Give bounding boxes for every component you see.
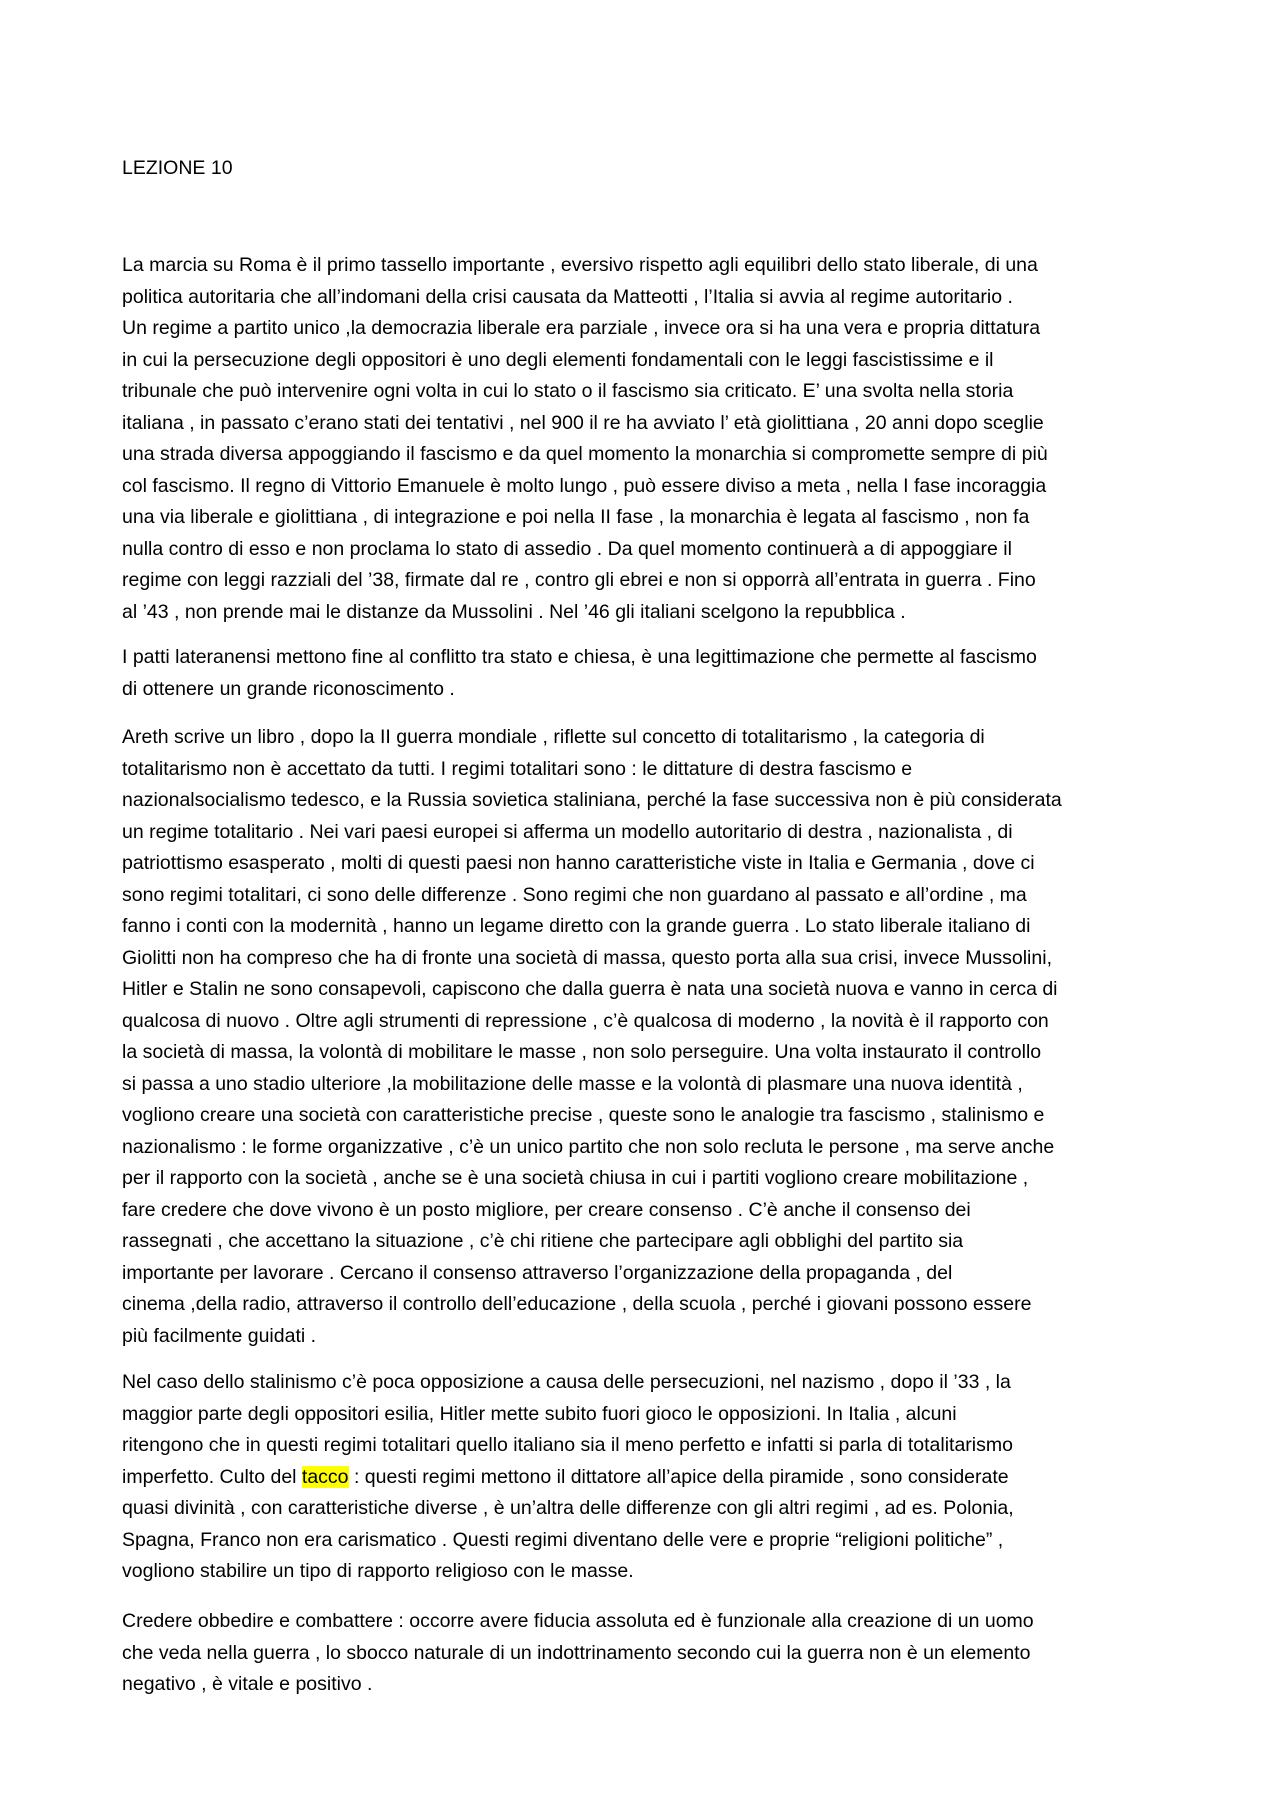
paragraph-5	[122, 1606, 1168, 1701]
text-line: in cui la persecuzione degli oppositori è uno degli elementi fondamentali con le leggi fascistissime e il	[122, 348, 994, 371]
text-run: imperfetto. Culto del	[122, 1465, 302, 1488]
text-line: una via liberale e giolittiana , di integrazione e poi nella II fase , la monarchia è legata al fascismo , non fa	[122, 506, 1030, 528]
text-line: regime con leggi razziali del ’38, firmate dal re , contro gli ebrei e non si opporrà all’entrata in guerra . Fino	[122, 569, 1036, 591]
text-line: fanno i conti con la modernità , hanno un legame diretto con la grande guerra . Lo stato liberale italiano di	[122, 915, 1031, 937]
text-line: politica autoritaria che all’indomani della crisi causata da Matteotti , l’Italia si avvia al regime autoritario .	[122, 285, 1013, 308]
text-line: una strada diversa appoggiando il fascismo e da quel momento la monarchia si compromette sempre di più	[122, 443, 1048, 465]
text-line: di ottenere un grande riconoscimento .	[122, 677, 455, 700]
text-line: vogliono stabilire un tipo di rapporto religioso con le masse.	[122, 1560, 634, 1582]
text-line: più facilmente guidati .	[122, 1324, 317, 1347]
text-line: cinema ,della radio, attraverso il controllo dell’educazione , della scuola , perché i giovani possono essere	[122, 1293, 1032, 1315]
text-line: I patti lateranensi mettono fine al conflitto tra stato e chiesa, è una legittimazione che permette al fascismo	[122, 646, 1037, 668]
text-line: patriottismo esasperato , molti di questi paesi non hanno caratteristiche viste in Italia e Germania , dove ci	[122, 852, 1035, 874]
text-line: per il rapporto con la società , anche se è una società chiusa in cui i partiti vogliono creare mobilitazione ,	[122, 1167, 1029, 1189]
text-line: un regime totalitario . Nei vari paesi europei si afferma un modello autoritario di destra , nazionalista , di	[122, 820, 1013, 843]
text-line: col fascismo. Il regno di Vittorio Emanuele è molto lungo , può essere diviso a meta , nella I fase incoraggia	[122, 474, 1047, 497]
text-line-with-highlight	[122, 1462, 1168, 1494]
paragraph-3	[122, 722, 1168, 1352]
text-line: la società di massa, la volontà di mobilitare le masse , non solo perseguire. Una volta instaurato il controllo	[122, 1041, 1042, 1063]
text-line: italiana , in passato c’erano stati dei tentativi , nel 900 il re ha avviato l’ età giolittiana , 20 anni dopo sceglie	[122, 411, 1044, 434]
paragraph-1	[122, 250, 1168, 628]
text-line: Giolitti non ha compreso che ha di fronte una società di massa, questo porta alla sua crisi, invece Mussolini,	[122, 946, 1052, 969]
text-line: qualcosa di nuovo . Oltre agli strumenti di repressione , c’è qualcosa di moderno , la novità è il rapporto con	[122, 1009, 1049, 1032]
highlighted-word: tacco	[301, 1465, 349, 1488]
text-line: tribunale che può intervenire ogni volta in cui lo stato o il fascismo sia criticato. E’ una svolta nella storia	[122, 380, 1014, 402]
text-line: negativo , è vitale e positivo .	[122, 1673, 373, 1695]
text-line: maggior parte degli oppositori esilia, Hitler mette subito fuori gioco le opposizioni. In Italia , alcuni	[122, 1402, 957, 1425]
text-line: totalitarismo non è accettato da tutti. I regimi totalitari sono : le dittature di destra fascismo e	[122, 757, 913, 780]
text-line: si passa a uno stadio ulteriore ,la mobilitazione delle masse e la volontà di plasmare una nuova identità ,	[122, 1072, 1023, 1095]
text-line: Credere obbedire e combattere : occorre avere fiducia assoluta ed è funzionale alla creazione di un uomo	[122, 1610, 1034, 1632]
text-line: sono regimi totalitari, ci sono delle differenze . Sono regimi che non guardano al passato e all’ordine , ma	[122, 883, 1027, 906]
text-line: che veda nella guerra , lo sbocco naturale di un indottrinamento secondo cui la guerra non è un elemento	[122, 1641, 1031, 1664]
text-line: importante per lavorare . Cercano il consenso attraverso l’organizzazione della propaganda , del	[122, 1261, 953, 1284]
text-line: La marcia su Roma è il primo tassello importante , eversivo rispetto agli equilibri dello stato liberale, di una	[122, 254, 1038, 276]
text-line: nazionalismo : le forme organizzative , c’è un unico partito che non solo recluta le persone , ma serve anche	[122, 1135, 1055, 1158]
text-line: fare credere che dove vivono è un posto migliore, per creare consenso . C’è anche il consenso dei	[122, 1198, 971, 1221]
text-line: ritengono che in questi regimi totalitari quello italiano sia il meno perfetto e infatti si parla di totalitarismo	[122, 1434, 1013, 1456]
text-line: rassegnati , che accettano la situazione , c’è chi ritiene che partecipare agli obblighi del partito sia	[122, 1230, 964, 1252]
text-line: Nel caso dello stalinismo c’è poca opposizione a causa delle persecuzioni, nel nazismo , dopo il ’33 , la	[122, 1371, 1011, 1393]
text-line: quasi divinità , con caratteristiche diverse , è un’altra delle differenze con gli altri regimi , ad es. Polonia,	[122, 1497, 1014, 1519]
text-run: : questi regimi mettono il dittatore all’apice della piramide , sono considerate	[348, 1465, 1009, 1488]
text-line: vogliono creare una società con caratteristiche precise , queste sono le analogie tra fascismo , stalinismo e	[122, 1104, 1045, 1126]
text-line: Un regime a partito unico ,la democrazia liberale era parziale , invece ora si ha una vera e propria dittatura	[122, 317, 1041, 339]
text-line: Hitler e Stalin ne sono consapevoli, capiscono che dalla guerra è nata una società nuova e vanno in cerca di	[122, 978, 1058, 1000]
paragraph-2	[122, 642, 1168, 705]
text-line: al ’43 , non prende mai le distanze da Mussolini . Nel ’46 gli italiani scelgono la repubblica .	[122, 600, 906, 623]
text-line: Spagna, Franco non era carismatico . Questi regimi diventano delle vere e proprie “religioni politiche” ,	[122, 1528, 1004, 1551]
text-line: nazionalsocialismo tedesco, e la Russia sovietica staliniana, perché la fase successiva non è più considerata	[122, 789, 1062, 811]
document-title: LEZIONE 10	[122, 157, 233, 179]
text-line: nulla contro di esso e non proclama lo stato di assedio . Da quel momento continuerà a di appoggiare il	[122, 537, 1012, 560]
paragraph-4	[122, 1367, 1168, 1588]
text-line: Areth scrive un libro , dopo la II guerra mondiale , riflette sul concetto di totalitarismo , la categoria di	[122, 726, 985, 748]
